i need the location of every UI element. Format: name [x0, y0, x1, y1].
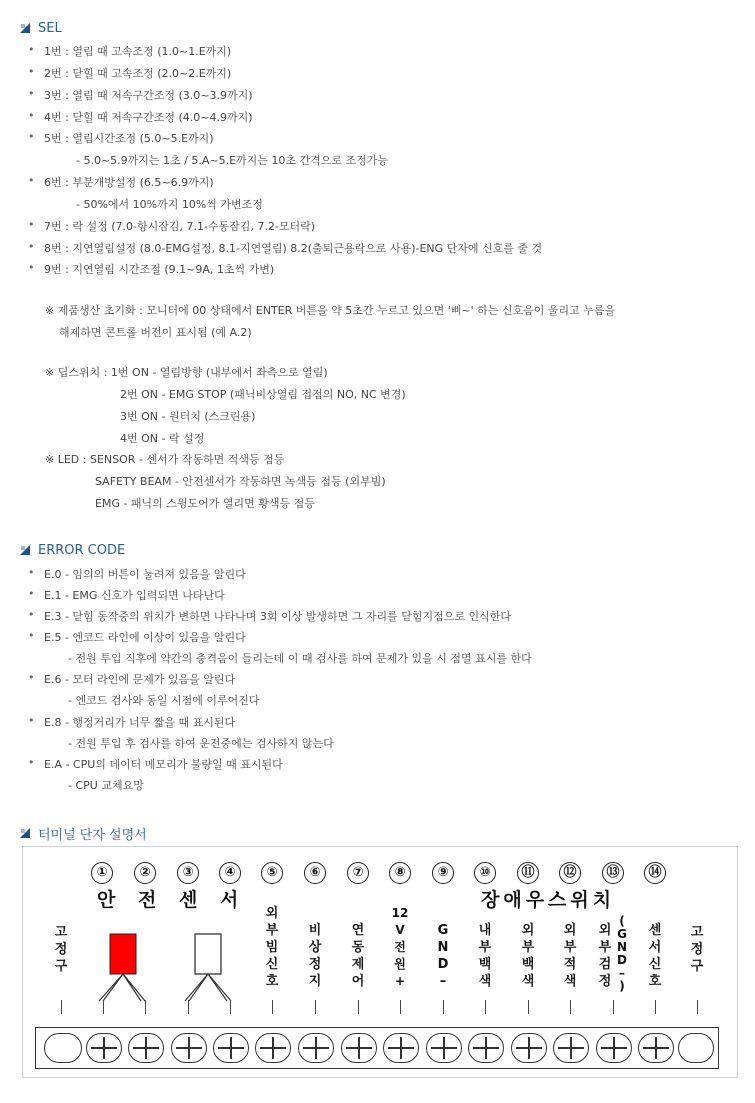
group-obstacle-switch: 장애우스위치 — [481, 889, 616, 911]
sel-section-title: SEL — [20, 18, 62, 38]
dip-switch-line2: 2번 ON - EMG STOP (패닉비상열림 접점의 NO, NC 변경) — [120, 388, 406, 401]
error-e8: • E.8 - 행정거리가 너무 짧을 때 표시된다 — [44, 714, 235, 730]
terminal-screw-5 — [255, 1033, 291, 1063]
section-arrow-icon — [20, 545, 30, 555]
terminal-screw-3 — [171, 1033, 207, 1063]
terminal-tick — [230, 1000, 231, 1014]
error-e5: • E.5 - 엔코드 라인에 이상이 있음을 알린다 — [44, 629, 246, 645]
terminal-tick — [188, 1000, 189, 1014]
terminal-number-4: ④ — [219, 862, 241, 884]
dip-switch-line3: 3번 ON - 원터치 (스크린용) — [120, 410, 256, 423]
terminal-number-3: ③ — [177, 862, 199, 884]
terminal-screw-10 — [468, 1033, 504, 1063]
error-e6-sub: - 엔코드 검사와 동일 시점에 이루어진다 — [68, 694, 260, 707]
red-sensor-leads — [99, 974, 145, 1001]
terminal-tick — [400, 1000, 401, 1014]
label-interlock: 연 동 제 어 — [351, 923, 365, 989]
sel-item-5: • 5번 : 열림시간조정 (5.0~5.E까지) — [44, 130, 214, 146]
dip-switch-line4: 4번 ON - 락 설정 — [120, 432, 205, 445]
terminal-tick — [61, 1000, 62, 1014]
error-e3: • E.3 - 닫힘 동작중의 위치가 변하면 나타나며 3회 이상 발생하면 그 자리를 닫힘지점으로 인식한다 — [44, 608, 511, 624]
error-e1: • E.1 - EMG 신호가 입력되면 나타난다 — [44, 587, 225, 603]
terminal-screw-14 — [638, 1033, 674, 1063]
red-sensor-icon — [110, 934, 136, 974]
terminal-tick — [528, 1000, 529, 1014]
terminal-screw-2 — [128, 1033, 164, 1063]
error-ea-sub: - CPU 교체요망 — [68, 779, 144, 792]
terminal-screw-8 — [383, 1033, 419, 1063]
error-e0: • E.0 - 임의의 버튼이 눌려져 있음을 알린다 — [44, 566, 246, 582]
safety-sensor-drawing — [23, 847, 737, 1027]
label-outer-white: 외 부 백 색 — [521, 923, 535, 989]
error-ea: • E.A - CPU의 데이터 메모리가 불량일 때 표시된다 — [44, 756, 283, 772]
terminal-screw-1 — [86, 1033, 122, 1063]
terminal-screw-13 — [596, 1033, 632, 1063]
label-inner-white: 내 부 백 색 — [478, 923, 492, 989]
terminal-block — [35, 1027, 719, 1069]
sel-item-7: • 7번 : 락 설정 (7.0-항시잠김, 7.1-수동잠김, 7.2-모터락) — [44, 218, 315, 234]
label-fixing-right: 고 정 구 — [690, 925, 704, 974]
label-outer-red: 외 부 적 색 — [563, 923, 577, 989]
terminal-number-10: ⑩ — [474, 862, 496, 884]
terminal-screw-9 — [426, 1033, 462, 1063]
terminal-tick — [103, 1000, 104, 1014]
label-external-beam: 외 부 빔 신 호 — [265, 906, 279, 989]
terminal-screw-12 — [553, 1033, 589, 1063]
sel-item-4: • 4번 : 닫힐 때 저속구간조정 (4.0~4.9까지) — [44, 109, 253, 125]
terminal-tick — [145, 1000, 146, 1014]
terminal-number-11: ⑪ — [517, 862, 539, 884]
white-sensor-icon — [195, 934, 221, 974]
section-arrow-icon — [20, 828, 30, 838]
dip-switch-line1: ※ 딥스위치 : 1번 ON - 열림방향 (내부에서 좌측으로 열림) — [45, 366, 328, 379]
terminal-tick — [358, 1000, 359, 1014]
terminal-number-2: ② — [134, 862, 156, 884]
section-arrow-icon — [20, 23, 30, 33]
fixing-hole-left — [44, 1033, 82, 1063]
terminal-screw-11 — [511, 1033, 547, 1063]
error-e6: • E.6 - 모터 라인에 문제가 있음을 알린다 — [44, 671, 235, 687]
label-sensor-signal: 센 서 신 호 — [648, 923, 662, 989]
error-e8-sub: - 전원 투입 후 검사를 하여 운전중에는 검사하지 않는다 — [68, 737, 334, 750]
terminal-number-9: ⑨ — [432, 862, 454, 884]
sel-item-3: • 3번 : 열림 때 저속구간조정 (3.0~3.9까지) — [44, 87, 253, 103]
terminal-tick — [272, 1000, 273, 1014]
sel-item-8: • 8번 : 지연열림설정 (8.0-EMG설정, 8.1-지연열림) 8.2(출퇴근용락으로 사용)-ENG 단자에 신호를 줄 것 — [44, 240, 542, 256]
group-safety-sensor: 안 전 센 서 — [97, 889, 247, 911]
led-line3: EMG - 패닉의 스윙도어가 열리면 황색등 점등 — [95, 497, 315, 510]
white-sensor-leads — [185, 974, 231, 1001]
sel-item-1: • 1번 : 열림 때 고속조정 (1.0~1.E까지) — [44, 43, 231, 59]
terminal-number-6: ⑥ — [304, 862, 326, 884]
terminal-number-13: ⑬ — [602, 862, 624, 884]
terminal-number-5: ⑤ — [261, 862, 283, 884]
terminal-screw-7 — [341, 1033, 377, 1063]
terminal-screw-6 — [298, 1033, 334, 1063]
led-line1: ※ LED : SENSOR - 센서가 작동하면 적색등 점등 — [45, 453, 285, 466]
label-emergency-stop: 비 상 정 지 — [308, 923, 322, 989]
label-gnd: G N D – — [437, 923, 449, 989]
sel-item-9: • 9번 : 지연열림 시간조절 (9.1~9A, 1초씩 가변) — [44, 261, 274, 277]
error-e5-sub: - 전원 투입 직후에 약간의 충격음이 들리는데 이 때 검사를 하여 문제가 있을 시 점멸 표시를 한다 — [68, 652, 532, 665]
terminal-tick — [570, 1000, 571, 1014]
terminal-tick — [655, 1000, 656, 1014]
terminal-tick — [315, 1000, 316, 1014]
label-outer-black: 외 부 검 정 — [598, 923, 612, 989]
sel-item-5-sub: - 5.0~5.9까지는 1초 / 5.A~5.E까지는 10초 간격으로 조정가능 — [76, 154, 389, 167]
led-line2: SAFETY BEAM - 안전센서가 작동하면 녹색등 점등 (외부빔) — [95, 475, 386, 488]
label-12v-power: 12 V 전 원 + — [391, 906, 409, 988]
terminal-number-12: ⑫ — [559, 862, 581, 884]
label-fixing-left: 고 정 구 — [54, 925, 68, 974]
terminal-diagram — [22, 846, 738, 1078]
sel-item-2: • 2번 : 닫힐 때 고속조정 (2.0~2.E까지) — [44, 65, 231, 81]
terminal-tick — [697, 1000, 698, 1014]
terminal-number-1: ① — [91, 862, 113, 884]
terminal-tick — [485, 1000, 486, 1014]
terminal-number-8: ⑧ — [389, 862, 411, 884]
terminal-number-14: ⑭ — [644, 862, 666, 884]
error-section-title: ERROR CODE — [20, 540, 125, 560]
terminal-tick — [443, 1000, 444, 1014]
terminal-screw-4 — [213, 1033, 249, 1063]
reset-note-line2: 해제하면 콘트롤 버전이 표시됨 (예 A.2) — [59, 326, 252, 339]
fixing-hole-right — [678, 1033, 714, 1063]
label-gnd-paren: ( G N D – ) — [616, 914, 628, 993]
reset-note-line1: ※ 제품생산 초기화 : 모니터에 00 상태에서 ENTER 버튼을 약 5초간 누르고 있으면 '삐~' 하는 신호음이 울리고 누름을 — [45, 304, 616, 317]
terminal-tick — [613, 1000, 614, 1014]
terminal-number-7: ⑦ — [347, 862, 369, 884]
sel-item-6-sub: - 50%에서 10%까지 10%씩 가변조정 — [76, 198, 263, 211]
sel-item-6: • 6번 : 부분개방설정 (6.5~6.9까지) — [44, 174, 214, 190]
terminal-section-title: 터미널 단자 설명서 — [20, 823, 147, 843]
